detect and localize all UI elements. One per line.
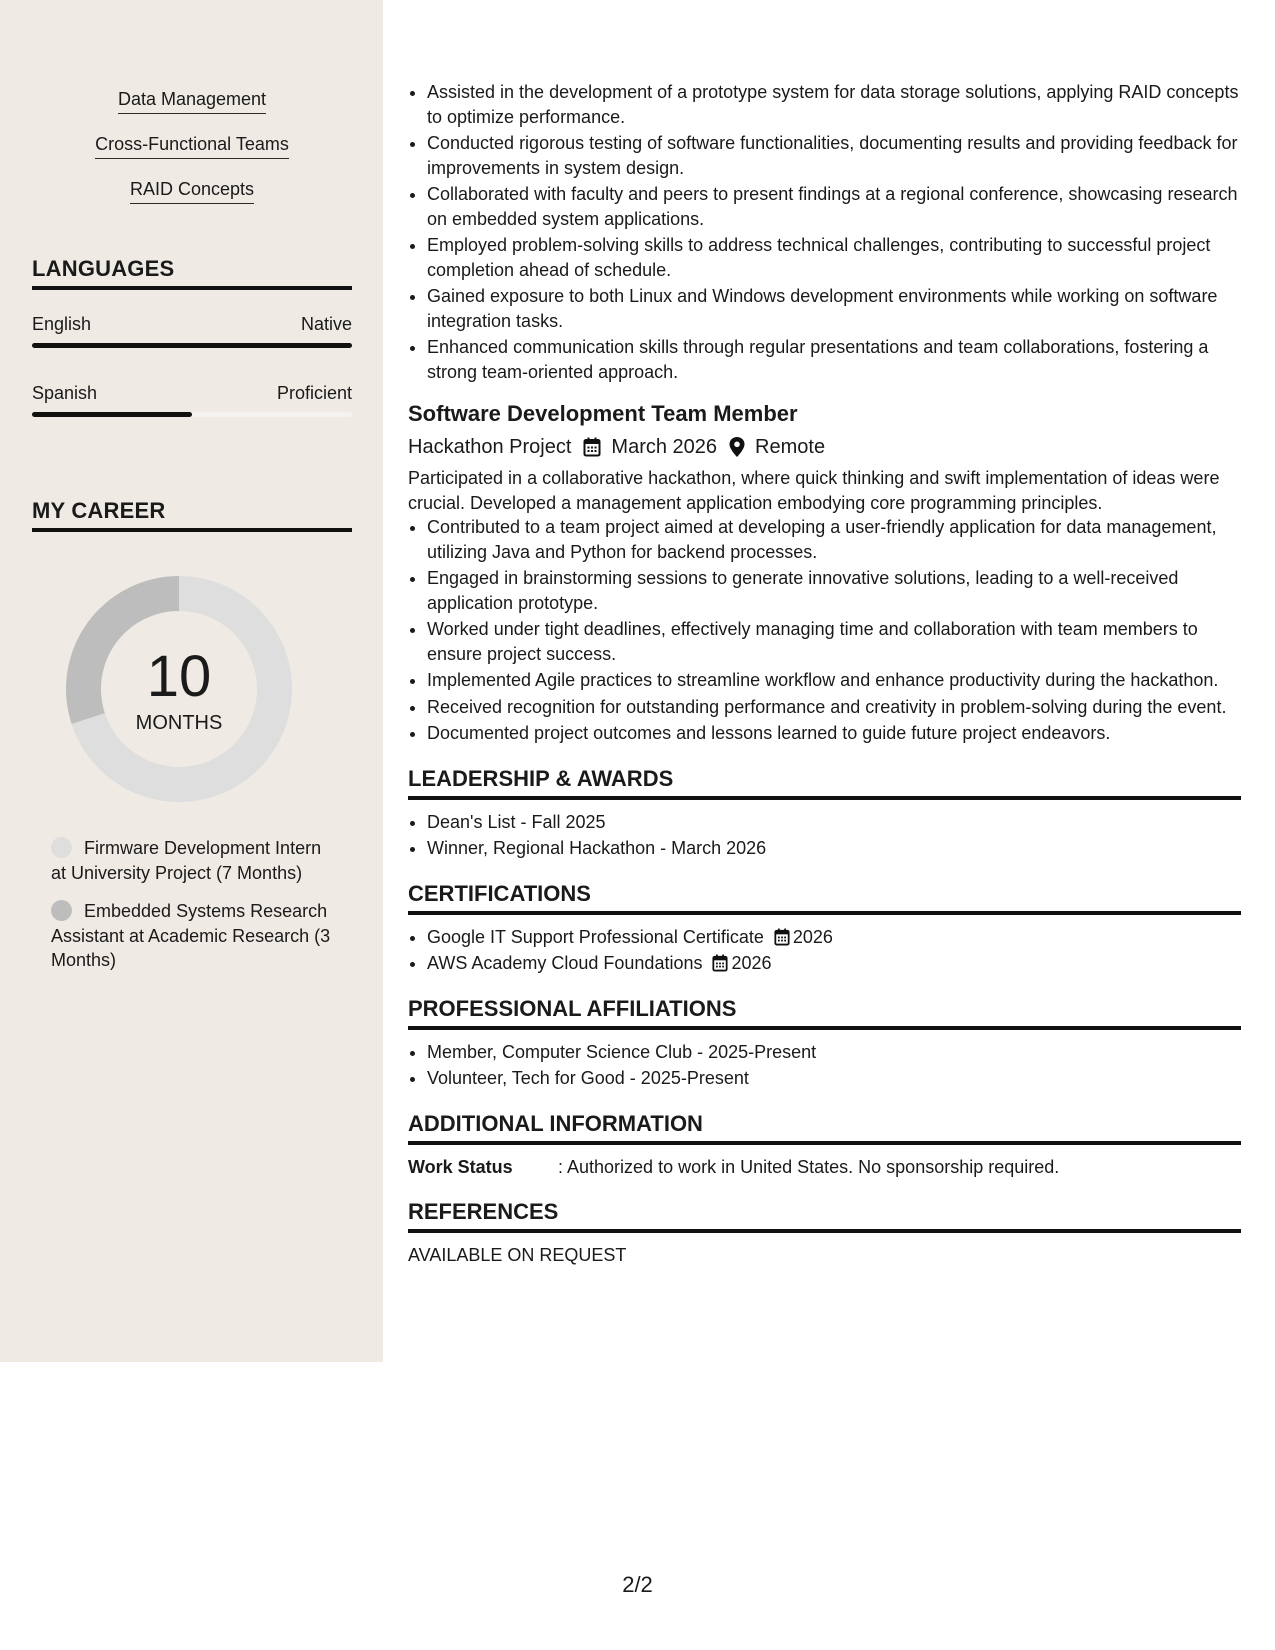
career-donut-label — [66, 576, 292, 802]
list-item: • Dean's List - Fall 2025 — [427, 810, 1241, 835]
certification-item — [427, 951, 1241, 976]
legend-dot — [51, 900, 72, 921]
job-bullets — [408, 515, 1241, 746]
list-item: • Contributed to a team project aimed at developing a user-friendly application for data management, utilizing Java and Python for backend processes. — [427, 515, 1241, 564]
list-item: • Gained exposure to both Linux and Windows development environments while working on software integration tasks. — [427, 284, 1241, 333]
list-item: • Enhanced communication skills through regular presentations and team collaborations, fostering a strong team-oriented approach. — [427, 335, 1241, 384]
page-number: 2/2 — [622, 1572, 653, 1597]
career-legend-item — [51, 836, 341, 885]
leadership-list — [408, 810, 1241, 861]
language-bar — [32, 343, 352, 348]
references-text: AVAILABLE ON REQUEST — [408, 1244, 627, 1265]
certifications-list — [408, 925, 1241, 976]
language-bar — [32, 412, 352, 417]
location-pin-icon — [729, 437, 745, 457]
list-item: • Worked under tight deadlines, effectively managing time and collaboration with team members to ensure project success. — [427, 617, 1241, 666]
certification-name: AWS Academy Cloud Foundations — [427, 953, 703, 973]
work-status-label: Work Status — [408, 1156, 513, 1177]
list-item: • Employed problem-solving skills to address technical challenges, contributing to successful project completion ahead of schedule. — [427, 233, 1241, 282]
calendar-icon — [712, 954, 728, 972]
list-item: • Documented project outcomes and lessons learned to guide future project endeavors. — [427, 721, 1241, 746]
certification-year: 2026 — [731, 953, 772, 973]
job-description: Participated in a collaborative hackathon, where quick thinking and swift implementation of ideas were crucial. Developed a management application embodying core programming principles. — [408, 468, 1220, 513]
list-item: • Implemented Agile practices to streamline workflow and enhance productivity during the hackathon. — [427, 668, 1241, 693]
language-english — [32, 313, 352, 348]
certification-year: 2026 — [792, 926, 833, 947]
references-heading: REFERENCES — [408, 1199, 1241, 1233]
language-level: Proficient — [276, 383, 352, 403]
job-meta — [408, 434, 1241, 460]
language-spanish — [32, 382, 352, 417]
main-content — [408, 0, 1241, 1267]
list-item: • Engaged in brainstorming sessions to generate innovative solutions, leading to a well-received application prototype. — [427, 566, 1241, 615]
job-location: Remote — [755, 436, 826, 458]
list-item: • Conducted rigorous testing of software functionalities, documenting results and providing feedback for improvements in system design. — [427, 131, 1241, 180]
list-item: • Winner, Regional Hackathon - March 2026 — [427, 836, 1241, 861]
career-legend — [51, 836, 341, 987]
certification-name: Google IT Support Professional Certificate — [427, 926, 764, 947]
language-level: Native — [300, 314, 352, 334]
calendar-icon — [774, 928, 790, 946]
previous-job-bullets — [408, 80, 1241, 384]
career-item-label: Embedded Systems Research Assistant at Academic Research (3 Months) — [51, 901, 331, 970]
language-bar-fill — [32, 412, 192, 417]
skills-list — [32, 88, 352, 223]
list-item: • Collaborated with faculty and peers to present findings at a regional conference, showcasing research on embedded system applications. — [427, 182, 1241, 231]
career-item-label: Firmware Development Intern at University Project (7 Months) — [51, 838, 322, 883]
list-item: • Volunteer, Tech for Good - 2025-Present — [427, 1066, 1241, 1091]
calendar-icon — [583, 437, 601, 457]
affiliations-heading: PROFESSIONAL AFFILIATIONS — [408, 996, 1241, 1030]
affiliations-list — [408, 1040, 1241, 1091]
work-status-value: : Authorized to work in United States. No sponsorship required. — [558, 1156, 1060, 1177]
job-date: March 2026 — [611, 436, 718, 458]
work-status-row — [408, 1155, 1241, 1179]
career-heading: MY CAREER — [32, 498, 352, 532]
career-unit: MONTHS — [135, 712, 223, 734]
sidebar — [0, 0, 383, 1362]
languages-heading: LANGUAGES — [32, 256, 352, 290]
additional-info-heading: ADDITIONAL INFORMATION — [408, 1111, 1241, 1145]
job-title: Software Development Team Member — [408, 401, 798, 426]
certifications-heading: CERTIFICATIONS — [408, 881, 1241, 915]
language-bar-fill — [32, 343, 352, 348]
language-name: Spanish — [32, 383, 98, 403]
skill-item: Data Management — [118, 88, 266, 114]
list-item: • Assisted in the development of a prototype system for data storage solutions, applying RAID concepts to optimize performance. — [427, 80, 1241, 129]
skill-item: RAID Concepts — [130, 178, 254, 204]
legend-dot — [51, 837, 72, 858]
leadership-heading: LEADERSHIP & AWARDS — [408, 766, 1241, 800]
job-company: Hackathon Project — [408, 436, 572, 458]
career-legend-item — [51, 899, 341, 973]
career-total: 10 — [146, 644, 212, 709]
skill-item: Cross-Functional Teams — [95, 133, 289, 159]
list-item: • Received recognition for outstanding performance and creativity in problem-solving during the event. — [427, 695, 1241, 720]
list-item: • Member, Computer Science Club - 2025-Present — [427, 1040, 1241, 1065]
language-name: English — [32, 314, 92, 334]
certification-item — [427, 925, 1241, 950]
